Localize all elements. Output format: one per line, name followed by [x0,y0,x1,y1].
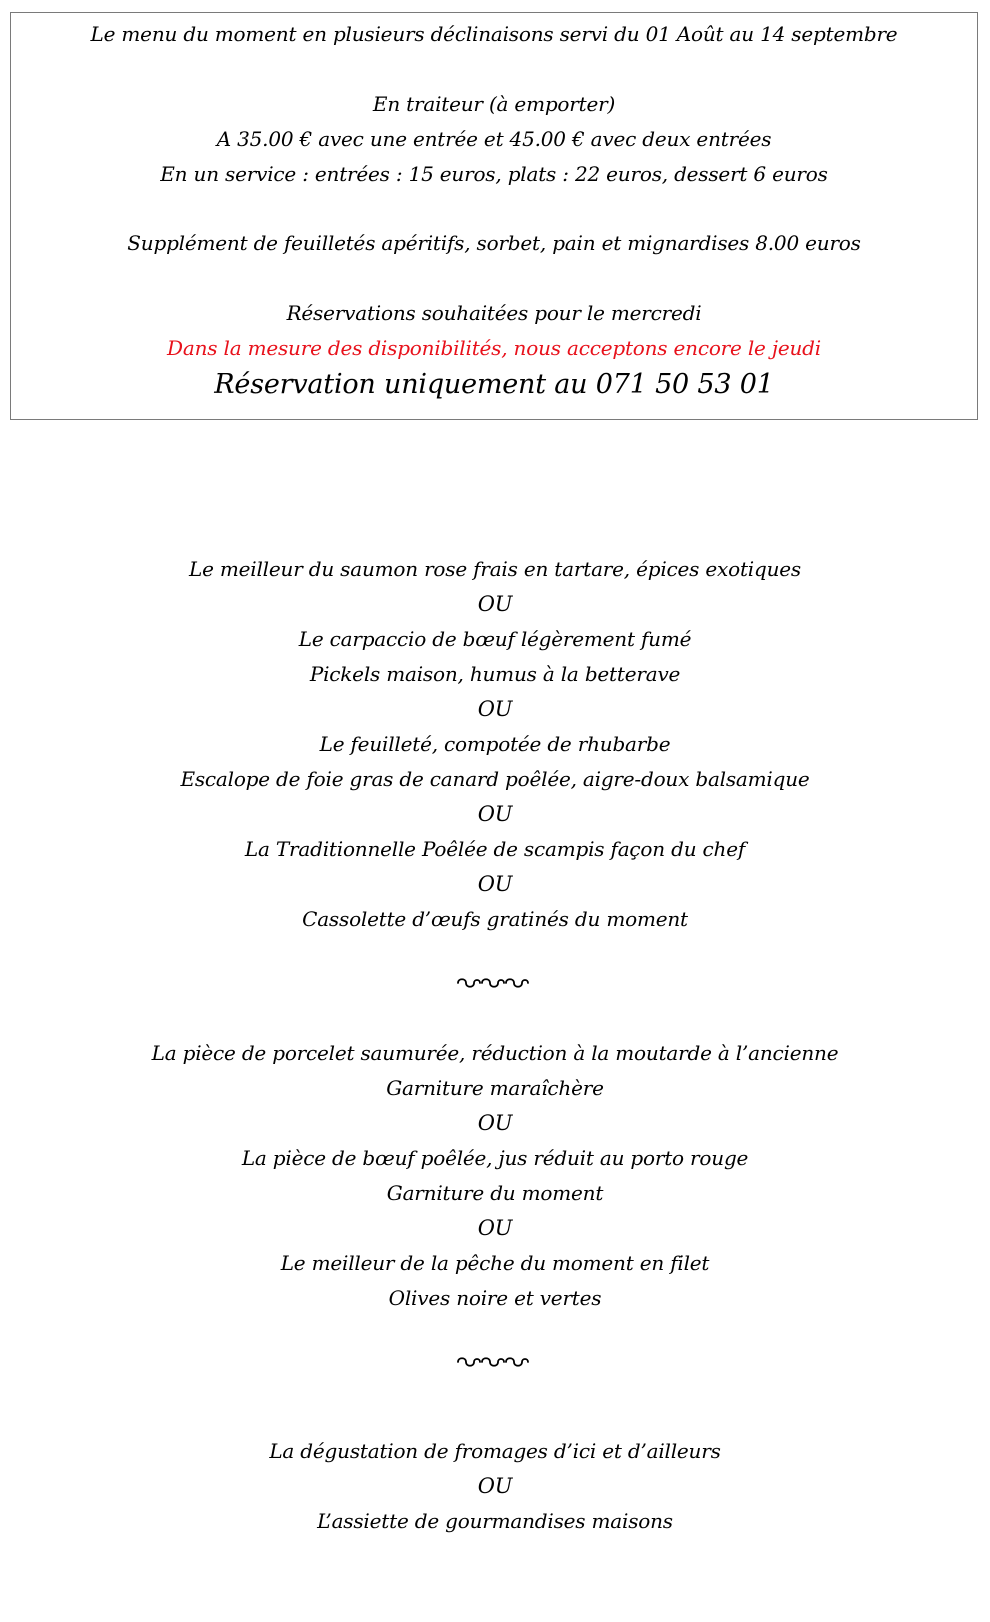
or-separator: OU [477,1111,513,1135]
starter-cassolette: Cassolette d’œufs gratinés du moment [302,907,688,931]
ornament-divider-icon [0,1352,990,1372]
prices-text: A 35.00 € avec une entrée et 45.00 € avec deux entrées [216,127,772,151]
starter-carpaccio: Le carpaccio de bœuf légèrement fumé [298,627,692,651]
or-separator: OU [477,1474,513,1498]
takeaway-text: En traiteur (à emporter) [372,92,616,116]
main-porcelet-side: Garniture maraîchère [386,1076,604,1100]
or-separator: OU [477,802,513,826]
starter-foie-gras: Escalope de foie gras de canard poêlée, aigre-doux balsamique [180,767,810,791]
ornament-divider-icon [0,973,990,993]
main-boeuf: La pièce de bœuf poêlée, jus réduit au porto rouge [241,1146,749,1170]
or-separator: OU [477,697,513,721]
served-period-text: Le menu du moment en plusieurs déclinaisons servi du 01 Août au 14 septembre [90,22,898,46]
main-boeuf-side: Garniture du moment [386,1181,604,1205]
availability-text: Dans la mesure des disponibilités, nous acceptons encore le jeudi [167,336,821,360]
starter-carpaccio-side: Pickels maison, humus à la betterave [309,662,681,686]
or-separator: OU [477,592,513,616]
or-separator: OU [477,1216,513,1240]
dessert-gourmandises: L’assiette de gourmandises maisons [317,1509,673,1533]
dessert-fromages: La dégustation de fromages d’ici et d’ailleurs [269,1439,721,1463]
main-peche-side: Olives noire et vertes [388,1286,602,1310]
or-separator: OU [477,872,513,896]
service-prices-text: En un service : entrées : 15 euros, plats : 22 euros, dessert 6 euros [160,162,828,186]
starter-feuillete: Le feuilleté, compotée de rhubarbe [319,732,671,756]
starter-salmon: Le meilleur du saumon rose frais en tartare, épices exotiques [189,557,801,581]
reservation-phone-text: Réservation uniquement au 071 50 53 01 [214,369,774,400]
main-peche: Le meilleur de la pêche du moment en filet [280,1251,710,1275]
supplement-text: Supplément de feuilletés apéritifs, sorbet, pain et mignardises 8.00 euros [127,231,861,255]
reservation-day-text: Réservations souhaitées pour le mercredi [286,301,702,325]
main-porcelet: La pièce de porcelet saumurée, réduction à la moutarde à l’ancienne [151,1041,839,1065]
starter-scampis: La Traditionnelle Poêlée de scampis façon du chef [244,837,746,861]
